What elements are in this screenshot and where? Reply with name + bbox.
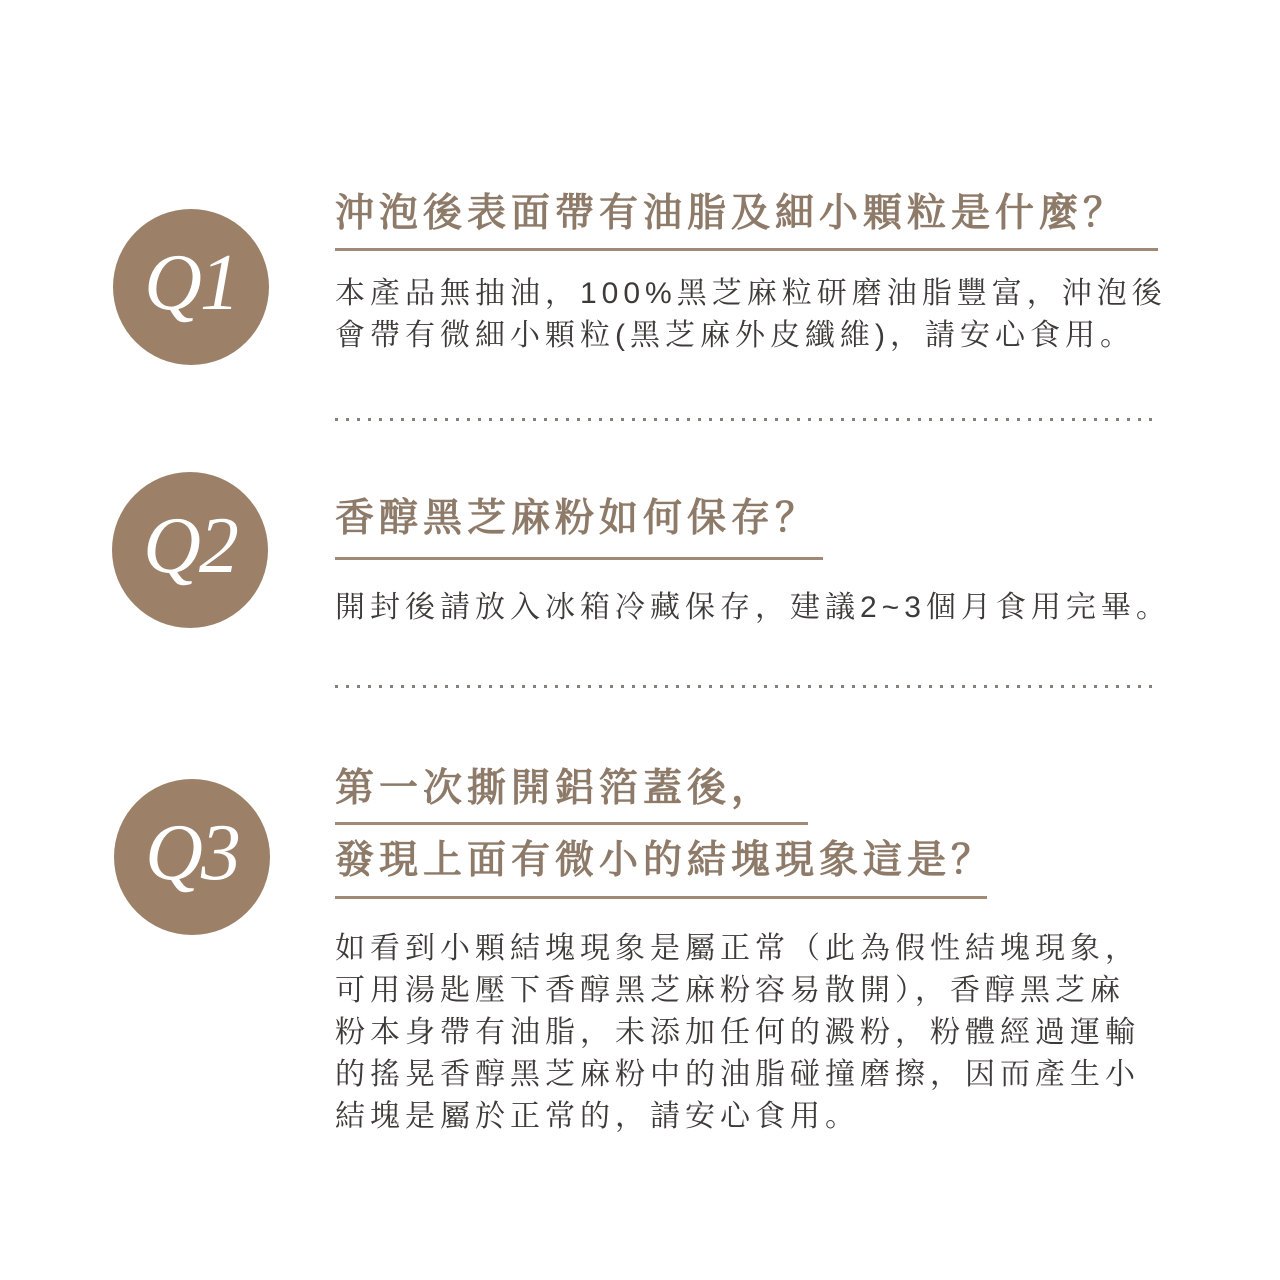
q1-title-underline [335,248,1158,251]
q1-answer-line-2: 會帶有微細小顆粒(黑芝麻外皮纖維)，請安心食用。 [335,319,1135,352]
q3-title-underline-2 [335,896,987,899]
q2-badge [112,472,268,628]
dotted-separator-2 [335,685,1158,688]
q3-answer-line-1: 如看到小顆結塊現象是屬正常（此為假性結塊現象， [335,932,1140,965]
q3-title-line-1: 第一次撕開鋁箔蓋後， [335,767,776,810]
q1-title: 沖泡後表面帶有油脂及細小顆粒是什麼？ [335,192,1128,235]
q3-answer-line-3: 粉本身帶有油脂，未添加任何的澱粉，粉體經過運輸 [335,1016,1140,1049]
q1-answer-line-1: 本產品無抽油，100%黑芝麻粒研磨油脂豐富，沖泡後 [335,277,1167,310]
q3-answer-line-5: 結塊是屬於正常的，請安心食用。 [335,1100,860,1133]
q1-answer [335,273,1167,357]
q3-badge [114,779,270,935]
q2-badge-label: Q2 [143,502,237,590]
q3-title-line-2: 發現上面有微小的結塊現象這是？ [335,839,996,882]
dotted-separator-1 [335,418,1158,421]
q3-title-underline-1 [335,822,808,825]
q3-badge-label: Q3 [145,809,239,897]
q3-answer-line-2: 可用湯匙壓下香醇黑芝麻粉容易散開），香醇黑芝麻 [335,974,1125,1007]
q2-answer [335,587,1171,629]
q2-title: 香醇黑芝麻粉如何保存？ [335,497,820,540]
q2-title-underline [335,557,823,560]
q1-badge [113,209,269,365]
q3-answer-line-4: 的搖晃香醇黑芝麻粉中的油脂碰撞磨擦，因而產生小 [335,1058,1140,1091]
q2-answer-line-1: 開封後請放入冰箱冷藏保存，建議2~3個月食用完畢。 [335,591,1171,624]
q1-badge-label: Q1 [144,239,238,327]
q3-answer [335,928,1140,1138]
